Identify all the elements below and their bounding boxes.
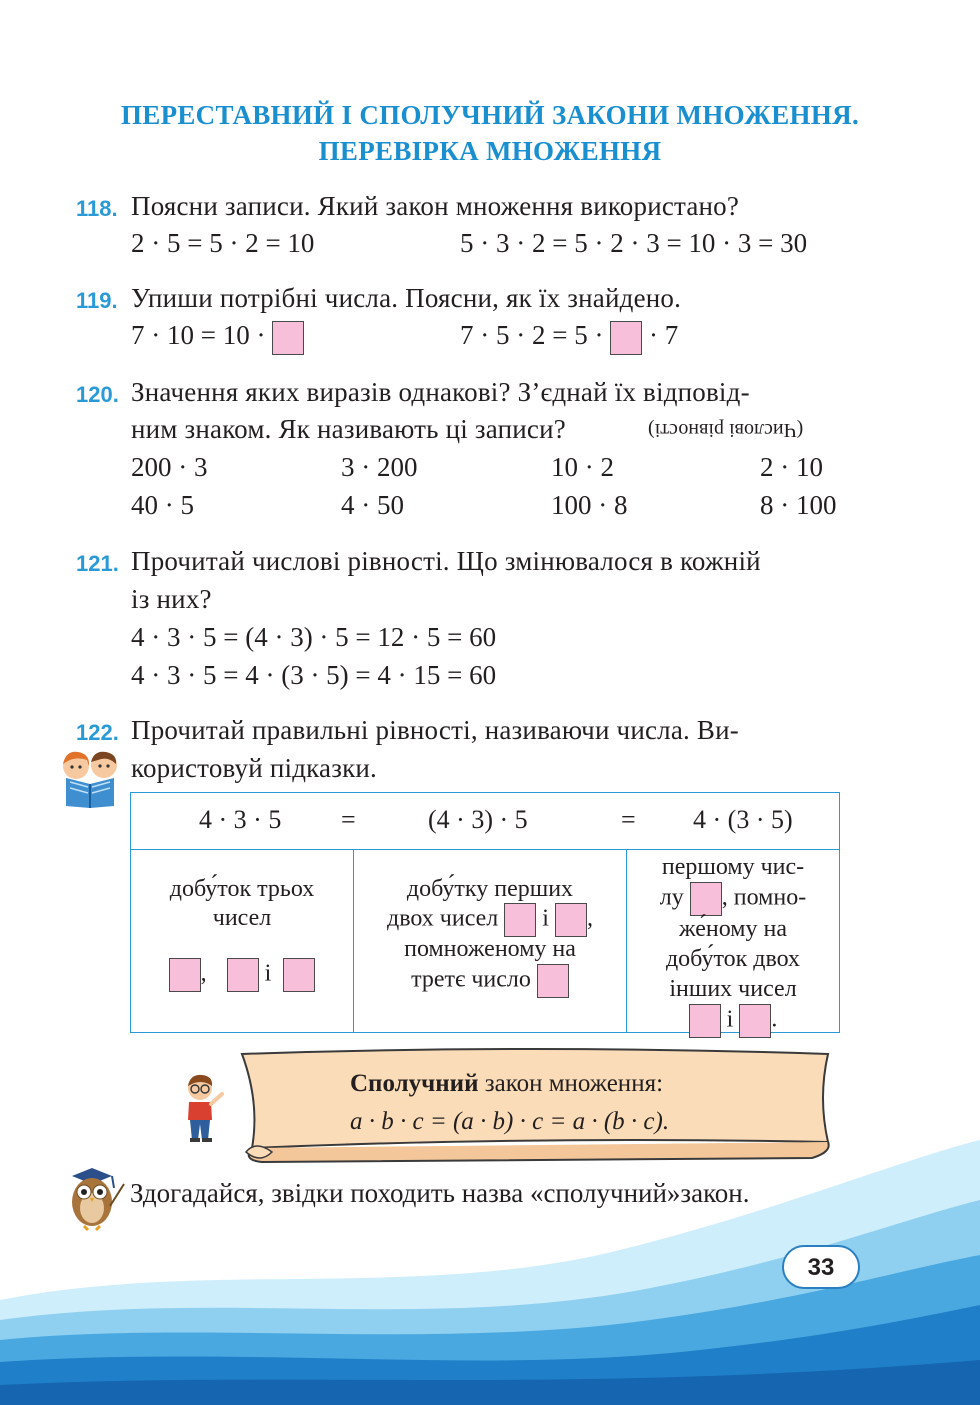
expr-200x3: 200 · 3 [131, 452, 208, 482]
exercise-120-number: 120. [76, 382, 119, 407]
answer-box[interactable] [610, 321, 642, 355]
hint-cell-product-of-three [131, 850, 354, 1033]
and-separator: і [542, 905, 549, 932]
rule-title [350, 1070, 663, 1098]
hint-cell-1-line-1: добу́ток трьох [169, 876, 315, 902]
exercise-120-line-1: Значення яких виразів однакові? З’єднай їх відповід- [131, 377, 750, 407]
answer-box[interactable] [283, 958, 315, 992]
answer-box[interactable] [504, 903, 536, 937]
footer-question: Здогадайся, звідки походить назва «сполучний»закон. [130, 1178, 750, 1208]
hint-cell-3-line-6 [627, 1004, 839, 1038]
expr-3x200: 3 · 200 [341, 452, 418, 482]
hint-cell-3-line-3: же́ному на [679, 916, 787, 942]
exercise-122-line-1: Прочитай правильні рівності, називаючи числа. Ви- [131, 715, 739, 745]
hint-table-body-row [131, 850, 840, 1033]
exercise-122-line-2: користовуй підказки. [131, 753, 378, 783]
exercise-121-eq-2: 4 · 3 · 5 = 4 · (3 · 5) = 4 · 15 = 60 [131, 660, 497, 690]
hint-cell-3-text-2a: лу [659, 884, 684, 911]
period: . [771, 1006, 778, 1033]
kids-reading-icon [54, 748, 130, 808]
hint-cell-1-boxes [131, 958, 353, 992]
expr-10x2: 10 · 2 [551, 452, 614, 482]
exercise-119-eq-1-text: 7 · 10 = 10 · [131, 320, 266, 350]
rule-formula: a · b · c = (a · b) · c = a · (b · c). [350, 1108, 670, 1135]
page-title-line-2: ПЕРЕВІРКА МНОЖЕННЯ [318, 136, 662, 166]
answer-box[interactable] [537, 964, 569, 998]
page-title-line-1: ПЕРЕСТАВНИЙ І СПОЛУЧНИЙ ЗАКОНИ МНОЖЕННЯ. [120, 100, 860, 130]
owl-teacher-icon [62, 1162, 128, 1232]
header-equals-1: = [341, 805, 356, 834]
hint-cell-3-line-1: першому чис- [661, 854, 805, 880]
hint-cell-2-line-3: помноженому на [404, 936, 576, 962]
hint-cell-3-line-5: інших чисел [669, 976, 797, 1002]
hint-cell-3-text-2b: , помно- [721, 884, 807, 911]
and-separator: і [264, 960, 272, 987]
comma-separator: , [586, 905, 593, 932]
hint-table [130, 792, 840, 1033]
hint-cell-2-line-4 [354, 964, 626, 998]
exercise-118-eq-2: 5 · 3 · 2 = 5 · 2 · 3 = 10 · 3 = 30 [460, 228, 808, 258]
page-number: 33 [782, 1245, 860, 1289]
hint-cell-2-text-4: третє число [411, 966, 531, 993]
exercise-119-eq-1 [131, 320, 304, 355]
answer-box[interactable] [555, 903, 587, 937]
exercise-118-text: Поясни записи. Який закон множення використано? [131, 191, 740, 221]
header-expr-2: (4 · 3) · 5 [428, 805, 528, 834]
exercise-121-eq-1: 4 · 3 · 5 = (4 · 3) · 5 = 12 · 5 = 60 [131, 622, 497, 652]
exercise-121-number: 121. [76, 551, 119, 576]
exercise-119-number: 119. [76, 288, 118, 313]
exercise-119-eq-2-text: 7 · 5 · 2 = 5 · [460, 320, 604, 350]
header-expr-1: 4 · 3 · 5 [199, 805, 282, 834]
exercise-119-eq-2-tail: · 7 [648, 320, 679, 350]
exercise-122-number: 122. [76, 720, 119, 745]
expr-8x100: 8 · 100 [760, 490, 837, 520]
hint-cell-2-line-1: добу́тку перших [406, 876, 574, 902]
exercise-119-text: Упиши потрібні числа. Поясни, як їх знайдено. [131, 283, 682, 313]
answer-box[interactable] [227, 958, 259, 992]
expr-40x5: 40 · 5 [131, 490, 194, 520]
exercise-121-line-1: Прочитай числові рівності. Що змінювалося в кожній [131, 546, 761, 576]
exercise-119-eq-2 [460, 320, 678, 355]
answer-box[interactable] [739, 1004, 771, 1038]
and-separator: і [726, 1006, 734, 1033]
exercise-118-eq-1: 2 · 5 = 5 · 2 = 10 [131, 228, 315, 258]
hint-cell-first-times-product [627, 850, 840, 1033]
expr-100x8: 100 · 8 [551, 490, 628, 520]
header-equals-2: = [621, 805, 636, 834]
exercise-120-line-2: ним знаком. Як називають ці записи? [131, 414, 566, 444]
expr-4x50: 4 · 50 [341, 490, 404, 520]
header-expr-3: 4 · (3 · 5) [693, 805, 793, 834]
expr-2x10: 2 · 10 [760, 452, 823, 482]
answer-box[interactable] [689, 1004, 721, 1038]
hint-cell-2-line-2 [354, 903, 626, 937]
hint-table-header-row [131, 793, 840, 850]
hint-table-header [131, 793, 840, 850]
rule-title-rest: закон множення: [478, 1070, 664, 1097]
answer-box[interactable] [169, 958, 201, 992]
rule-title-bold: Сполучний [350, 1070, 479, 1097]
hint-cell-1-line-2: чисел [212, 905, 272, 931]
hint-cell-3-line-2 [627, 882, 839, 916]
hint-cell-2-text: двох чисел [387, 905, 499, 932]
exercise-118-number: 118. [76, 196, 118, 221]
boy-pointing-icon [178, 1072, 228, 1144]
hint-cell-product-times-third [354, 850, 627, 1033]
comma-separator: , [200, 960, 207, 987]
answer-box[interactable] [272, 321, 304, 355]
exercise-121-line-2: із них? [131, 584, 212, 614]
answer-box[interactable] [690, 882, 722, 916]
upside-down-answer: (Числові рівності) [648, 419, 804, 441]
hint-cell-3-line-4: добу́ток двох [665, 946, 801, 972]
